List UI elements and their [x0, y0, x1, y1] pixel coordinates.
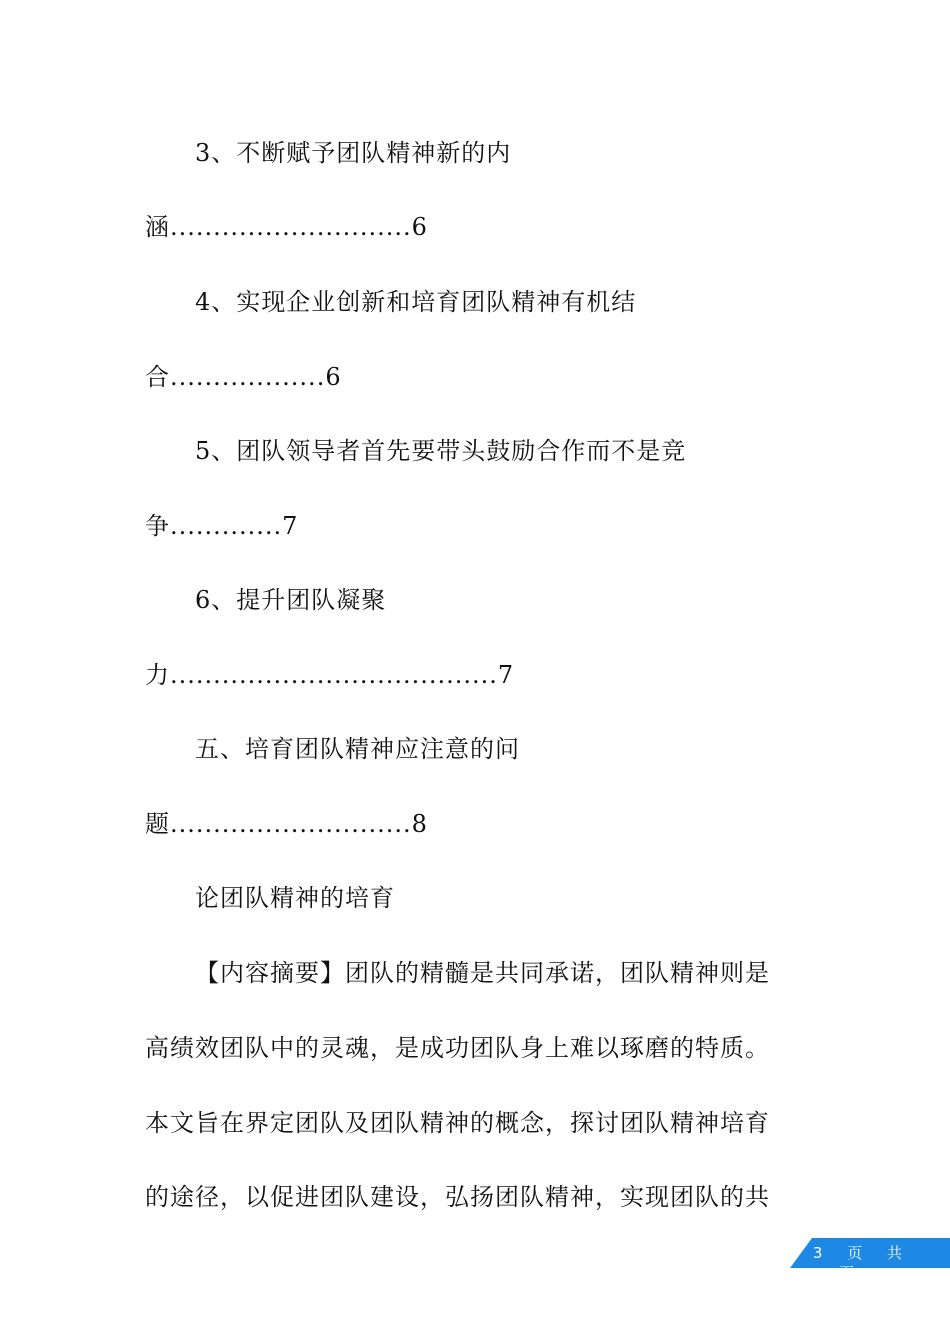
page-number-label: 第 3 页 共 — [773, 1244, 912, 1262]
article-title: 论团队精神的培育 — [195, 884, 395, 912]
abstract-line-3: 本文旨在界定团队及团队精神的概念，探讨团队精神培育 — [145, 1109, 770, 1137]
toc-heading-5: 5、团队领导者首先要带头鼓励合作而不是竞 — [195, 437, 687, 465]
toc-heading-6: 6、提升团队凝聚 — [195, 586, 387, 614]
abstract-line-4: 的途径，以促进团队建设，弘扬团队精神，实现团队的共 — [145, 1183, 770, 1211]
page-number-overflow: 页 — [838, 1264, 854, 1282]
abstract-line-2: 高绩效团队中的灵魂，是成功团队身上难以琢磨的特质。 — [145, 1034, 770, 1062]
abstract-line-1: 【内容摘要】团队的精髓是共同承诺，团队精神则是 — [195, 959, 770, 987]
toc-entry-five: 题............................8 — [145, 810, 428, 838]
toc-heading-five: 五、培育团队精神应注意的问 — [195, 735, 520, 763]
toc-entry-3: 涵............................6 — [145, 213, 428, 241]
toc-heading-4: 4、实现企业创新和培育团队精神有机结 — [195, 288, 637, 316]
toc-heading-3: 3、不断赋予团队精神新的内 — [195, 139, 512, 167]
toc-entry-4: 合..................6 — [145, 363, 342, 391]
toc-entry-6: 力......................................7 — [145, 661, 515, 689]
toc-entry-5: 争.............7 — [145, 512, 299, 540]
